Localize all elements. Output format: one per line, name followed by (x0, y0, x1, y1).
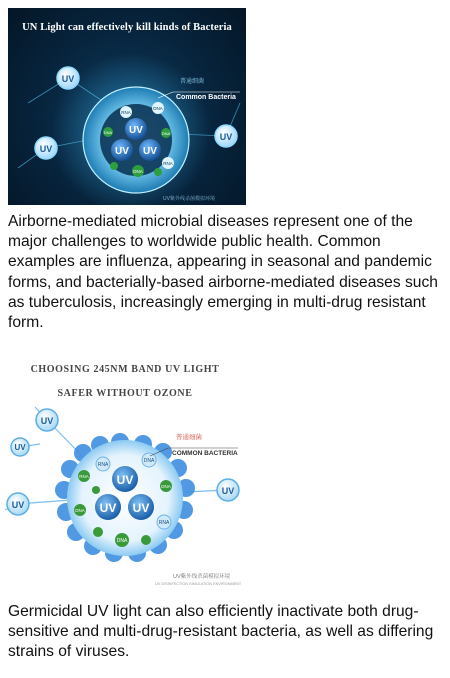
dna-label: DNA (75, 508, 85, 513)
common-bacteria-cn-label: 普通细菌 (180, 79, 205, 85)
common-bacteria-label: COMMON BACTERIA (172, 450, 238, 457)
uv-label: UV (14, 443, 26, 452)
uv-label: UV (11, 500, 25, 510)
illustration-subcaption: UV DISINFECTION SIMULATION ENVIRONMENT (155, 582, 242, 586)
figure-heading-safer-without-ozone: SAFER WITHOUT OZONE (57, 388, 193, 399)
uv-label: UV (221, 486, 235, 496)
rna-label: RNA (158, 520, 170, 526)
uv-label: UV (39, 144, 53, 154)
rna-label: RNA (121, 110, 131, 115)
dna-label: DNA (133, 169, 143, 174)
uv-label: UV (132, 501, 150, 515)
dna-label: DNA (161, 131, 171, 136)
rna-label: RNA (163, 161, 173, 166)
uv-label: UV (40, 416, 54, 426)
dna-label: DNA (153, 106, 163, 111)
uv-label: UV (143, 146, 157, 157)
common-bacteria-label: Common Bacteria (176, 94, 236, 101)
dna-label: DNA (103, 130, 113, 135)
illustration-caption: UV紫外线杀菌模拟环境 (163, 196, 215, 202)
illustration-title: UN Light can effectively kill kinds of Bacteria (22, 22, 232, 33)
uv-label: UV (116, 473, 134, 487)
bacteria-diagram-light (0, 402, 250, 597)
uv-label: UV (99, 501, 117, 515)
uv-label: UV (115, 146, 129, 157)
rna-label: RNA (97, 462, 109, 468)
uv-label: UV (129, 125, 143, 136)
uv-label: UV (61, 74, 75, 84)
dna-label: DNA (143, 458, 155, 464)
illustration-caption: UV紫外线杀菌模拟环境 (173, 574, 231, 580)
bacteria-diagram-dark (8, 8, 246, 205)
rna-label: RNA (79, 474, 89, 479)
uv-label: UV (219, 132, 233, 142)
dna-label: DNA (161, 484, 171, 489)
common-bacteria-cn-label: 普通细菌 (176, 434, 202, 441)
uv-bacteria-illustration-dark (8, 8, 246, 205)
paragraph-airborne-diseases: Airborne-mediated microbial diseases represent one of the major challenges to worldwide public health. Common examples are influenza, appearing in seasonal and pandemic forms, and bacterially-based airborne-mediated diseases such as tuberculosis, increasingly emerging in multi-drug resistant form. (8, 213, 438, 332)
figure-heading-choosing-band: CHOOSING 245NM BAND UV LIGHT (30, 364, 220, 375)
dna-label: DNA (116, 538, 128, 544)
paragraph-germicidal-uv: Germicidal UV light can also efficiently inactivate both drug-sensitive and multi-drug-resistant bacteria, as well as differing strains of viruses. (8, 603, 434, 661)
